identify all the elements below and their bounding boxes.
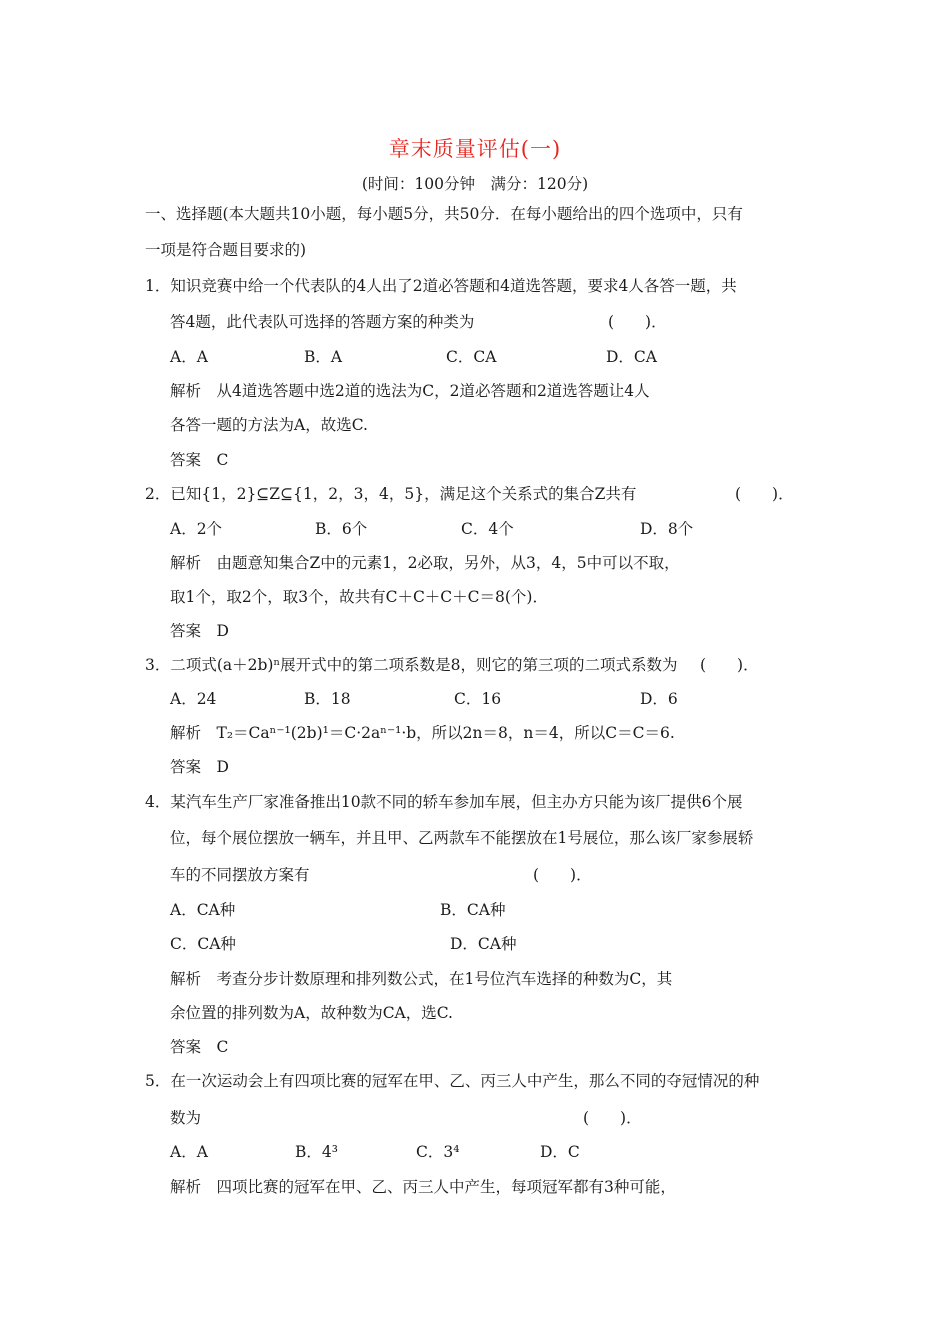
- q4-option-c: C．CA种: [170, 935, 236, 953]
- q5-option-a: A．A: [170, 1143, 208, 1161]
- q2-option-b: B．6个: [315, 520, 368, 538]
- q3-analysis-line-1: 解析 T₂＝Caⁿ⁻¹(2b)¹＝C·2aⁿ⁻¹·b，所以2n＝8，n＝4，所以C＝C＝6.: [170, 724, 675, 742]
- q2-option-d: D．8个: [640, 520, 694, 538]
- q5-stem-line-1: 5．在一次运动会上有四项比赛的冠军在甲、乙、丙三人中产生，那么不同的夺冠情况的种: [145, 1072, 760, 1090]
- q3-option-a: A．24: [170, 690, 217, 708]
- q5-option-b: B．4³: [295, 1143, 338, 1161]
- page-title: 章末质量评估(一): [388, 137, 562, 161]
- q3-stem-line-1: 3．二项式(a＋2b)ⁿ展开式中的第二项系数是8，则它的第三项的二项式系数为: [145, 656, 678, 674]
- q4-option-d: D．CA种: [450, 935, 517, 953]
- q2-answer-bracket: ( )．: [735, 485, 794, 503]
- q5-option-d: D．C: [540, 1143, 580, 1161]
- q2-option-c: C．4个: [461, 520, 514, 538]
- section-header-line-2: 一项是符合题目要求的): [145, 241, 307, 259]
- q3-option-c: C．16: [454, 690, 502, 708]
- exam-info: (时间：100分钟 满分：120分): [361, 175, 589, 193]
- q5-answer-bracket: ( )．: [583, 1109, 642, 1127]
- q1-answer: 答案 C: [170, 451, 229, 469]
- q1-option-b: B．A: [304, 348, 343, 366]
- q1-option-d: D．CA: [606, 348, 657, 366]
- q1-analysis-line-2: 各答一题的方法为A，故选C.: [170, 416, 368, 434]
- q4-answer: 答案 C: [170, 1038, 229, 1056]
- q1-answer-bracket: ( )．: [608, 313, 667, 331]
- section-header-line-1: 一、选择题(本大题共10小题，每小题5分，共50分．在每小题给出的四个选项中，只有: [145, 205, 743, 223]
- q4-option-a: A．CA种: [170, 901, 236, 919]
- q1-stem-line-2: 答4题，此代表队可选择的答题方案的种类为: [170, 313, 475, 331]
- q2-answer: 答案 D: [170, 622, 229, 640]
- q5-analysis-line-1: 解析 四项比赛的冠军在甲、乙、丙三人中产生，每项冠军都有3种可能，: [170, 1178, 676, 1196]
- q1-option-c: C．CA: [446, 348, 497, 366]
- q5-option-c: C．3⁴: [416, 1143, 460, 1161]
- q5-stem-line-2: 数为: [170, 1109, 202, 1127]
- q3-answer-bracket: ( )．: [700, 656, 759, 674]
- q2-option-a: A．2个: [170, 520, 223, 538]
- q4-analysis-line-2: 余位置的排列数为A，故种数为CA，选C.: [170, 1004, 453, 1022]
- q1-analysis-line-1: 解析 从4道选答题中选2道的选法为C，2道必答题和2道选答题让4人: [170, 382, 650, 400]
- q1-stem-line-1: 1．知识竞赛中给一个代表队的4人出了2道必答题和4道选答题，要求4人各答一题，共: [145, 277, 737, 295]
- q1-option-a: A．A: [170, 348, 208, 366]
- q3-option-d: D．6: [640, 690, 678, 708]
- q3-option-b: B．18: [304, 690, 351, 708]
- q4-option-b: B．CA种: [440, 901, 506, 919]
- q4-stem-line-1: 4．某汽车生产厂家准备推出10款不同的轿车参加车展，但主办方只能为该厂提供6个展: [145, 793, 743, 811]
- q2-analysis-line-1: 解析 由题意知集合Z中的元素1，2必取，另外，从3，4，5中可以不取，: [170, 554, 680, 572]
- q4-answer-bracket: ( )．: [533, 866, 592, 884]
- q4-analysis-line-1: 解析 考查分步计数原理和排列数公式，在1号位汽车选择的种数为C，其: [170, 970, 673, 988]
- q2-analysis-line-2: 取1个，取2个，取3个，故共有C＋C＋C＋C＝8(个)．: [170, 588, 548, 606]
- q4-stem-line-2: 位，每个展位摆放一辆车，并且甲、乙两款车不能摆放在1号展位，那么该厂家参展轿: [170, 829, 754, 847]
- q4-stem-line-3: 车的不同摆放方案有: [170, 866, 310, 884]
- q3-answer: 答案 D: [170, 758, 229, 776]
- q2-stem-line-1: 2．已知{1，2}⊆Z⊆{1，2，3，4，5}，满足这个关系式的集合Z共有: [145, 485, 637, 503]
